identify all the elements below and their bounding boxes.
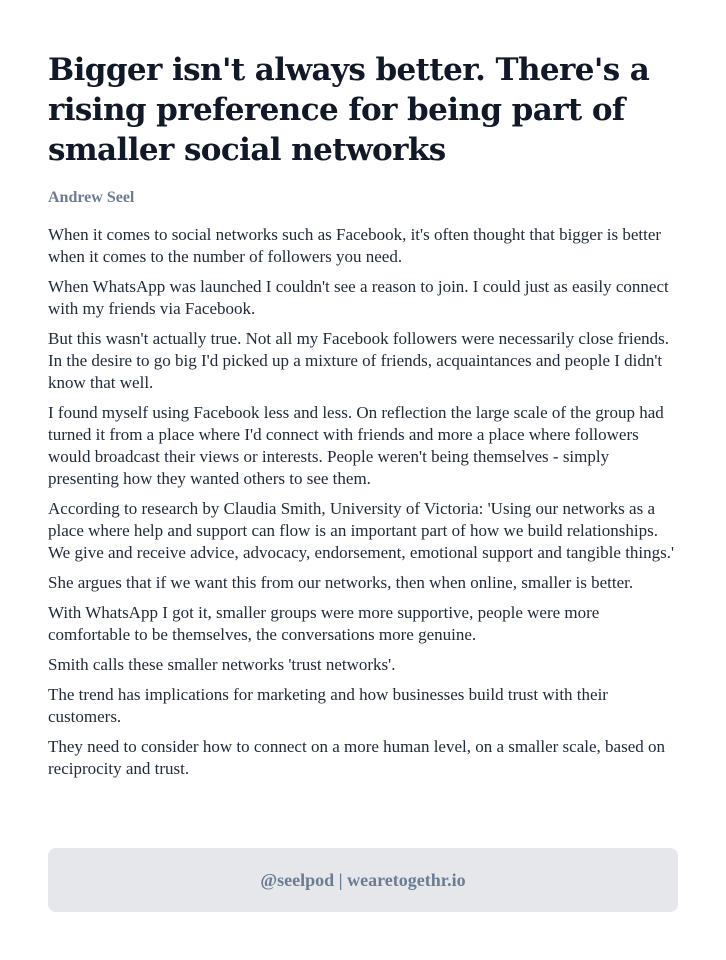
- paragraph: With WhatsApp I got it, smaller groups were more supportive, people were more comfortable to be themselves, the conversations more genuine.: [48, 603, 600, 644]
- paragraph: When WhatsApp was launched I couldn't see a reason to join. I could just as easily connect with my friends via Facebook.: [48, 277, 669, 318]
- paragraph: They need to consider how to connect on a more human level, on a smaller scale, based on reciprocity and trust.: [48, 737, 665, 778]
- footer-credit: @seelpod | wearetogethr.io: [260, 869, 466, 890]
- footer-banner: [48, 848, 678, 912]
- paragraph: But this wasn't actually true. Not all my Facebook followers were necessarily close friends. In the desire to go big I'd picked up a mixture of friends, acquaintances and people I didn't know that well.: [48, 329, 670, 392]
- paragraph: According to research by Claudia Smith, University of Victoria: 'Using our networks as a place where help and support can flow is an important part of how we build relationships. We give and receive advice, advocacy, endorsement, emotional support and tangible things.': [48, 499, 675, 562]
- paragraph: Smith calls these smaller networks 'trust networks'.: [48, 655, 396, 674]
- article-title: Bigger isn't always better. There's a rising preference for being part of smaller social networks: [48, 52, 650, 168]
- paragraph: When it comes to social networks such as Facebook, it's often thought that bigger is better when it comes to the number of followers you need.: [48, 225, 662, 266]
- paragraph: I found myself using Facebook less and less. On reflection the large scale of the group had turned it from a place where I'd connect with friends and more a place where followers would broadcast their views or interests. People weren't being themselves - simply presenting how they wanted others to see them.: [48, 403, 664, 488]
- article-author: Andrew Seel: [48, 189, 135, 206]
- paragraph: The trend has implications for marketing and how businesses build trust with their customers.: [48, 685, 608, 726]
- article-body: [48, 224, 678, 780]
- paragraph: She argues that if we want this from our networks, then when online, smaller is better.: [48, 573, 634, 592]
